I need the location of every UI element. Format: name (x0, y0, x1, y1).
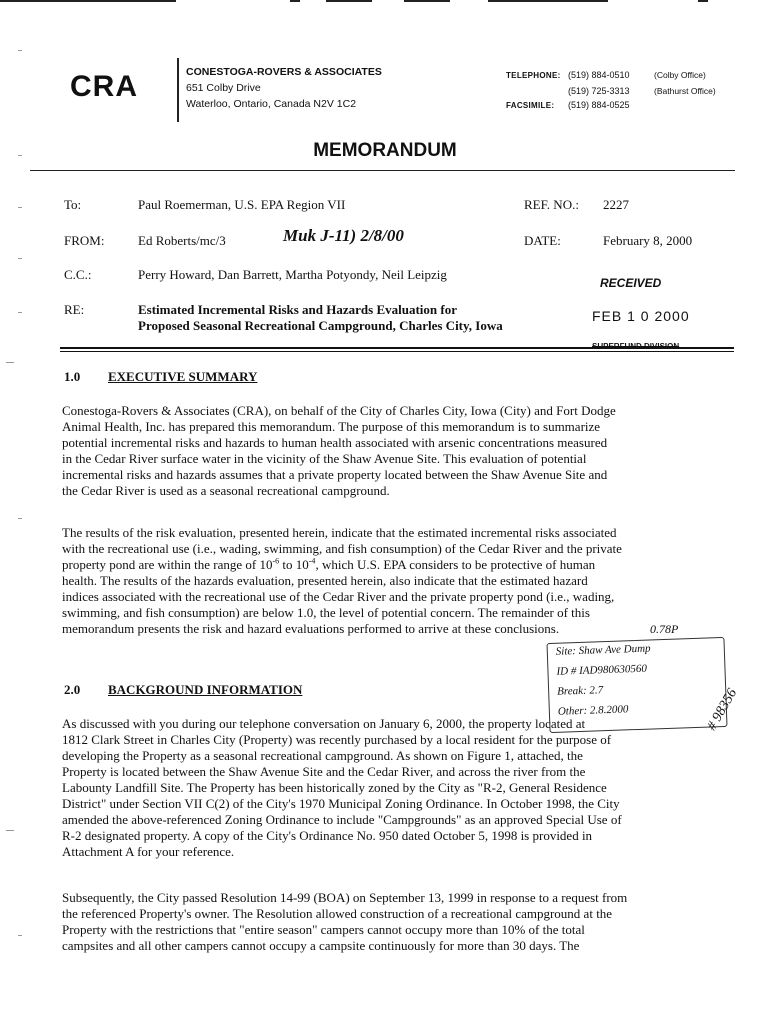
text-line: memorandum presents the risk and hazard evaluations performed to arrive at these conclusions. (62, 621, 560, 636)
scan-artifact-line (326, 0, 372, 2)
scan-artifact-line (0, 0, 176, 2)
company-logo: CRA (70, 70, 138, 103)
stamp-line: ID # IAD980630560 (556, 662, 648, 678)
section-2-paragraph-1 (62, 716, 722, 860)
section-rule-thin (60, 351, 734, 352)
scan-artifact-line (290, 0, 300, 2)
text-line: District" under Section VII C(2) of the City's 1970 Municipal Zoning Ordinance. In October 1998, the City (62, 796, 620, 811)
section-1-paragraph-1 (62, 403, 722, 499)
section-2-heading: BACKGROUND INFORMATION (108, 682, 303, 697)
text-line: indices associated with the recreational use of the Cedar River and the private property pond (i.e., wading, (62, 589, 615, 604)
text-line: Attachment A for your reference. (62, 844, 235, 859)
scan-artifact-line (488, 0, 608, 2)
section-1-paragraph-2 (62, 525, 722, 637)
text-line: the Cedar River is used as a seasonal recreational campground. (62, 483, 390, 498)
contact-block (506, 68, 716, 114)
letterhead-divider (177, 58, 179, 122)
text-line: R-2 designated property. A copy of the City's Ordinance No. 950 dated October 5, 1998 is provided in (62, 828, 593, 843)
text-line: swimming, and fish consumption) are below 1.0, the level of potential concern. The remainder of this (62, 605, 590, 620)
text-line-with-exponents: property pond are within the range of $10^{-6}$ to $10^{-4}$, which U.S. EPA considers to be protective of human (62, 556, 596, 572)
text-line: Conestoga-Rovers & Associates (CRA), on behalf of the City of Charles City, Iowa (City) and Fort Dodge (62, 403, 616, 418)
company-name: CONESTOGA-ROVERS & ASSOCIATES (186, 66, 382, 78)
exponent: -6 (272, 556, 280, 566)
margin-mark (18, 258, 22, 259)
cc-label: C.C.: (64, 267, 92, 282)
margin-mark (18, 518, 22, 519)
received-stamp: RECEIVED (600, 276, 662, 290)
re-subject-line-1: Estimated Incremental Risks and Hazards Evaluation for (138, 302, 457, 317)
section-1-number: 1.0 (64, 369, 81, 384)
margin-mark (6, 830, 14, 831)
text-line: Property is located between the Shaw Avenue Site and the Cedar River, and across the river from the (62, 764, 586, 779)
margin-mark (18, 207, 22, 208)
phone-1-note: (Colby Office) (654, 70, 706, 80)
stamp-line: Other: 2.8.2000 (557, 703, 629, 718)
memo-title: MEMORANDUM (313, 140, 457, 161)
text-line: the referenced Property's owner. The Resolution allowed construction of a recreational campground at the (62, 906, 613, 921)
to-label: To: (64, 197, 82, 212)
text-line: health. The results of the hazards evaluation, presented herein, also indicate that the estimated hazard (62, 573, 588, 588)
margin-mark (6, 362, 14, 363)
margin-mark (18, 935, 22, 936)
ref-value: 2227 (603, 197, 629, 212)
ref-label: REF. NO.: (524, 197, 579, 212)
text-line: Labounty Landfill Site. The Property has been historically zoned by the City as "R-2, General Residence (62, 780, 607, 795)
date-value: February 8, 2000 (603, 233, 693, 248)
stamp-line: Break: 2.7 (556, 684, 604, 698)
from-value: Ed Roberts/mc/3 (138, 233, 226, 248)
scan-artifact-line (404, 0, 450, 2)
phone-2: (519) 725-3313 (568, 85, 630, 96)
text-line: Property with the restrictions that "entire season" campers cannot occupy more than 10% of the total (62, 922, 585, 937)
date-label: DATE: (524, 233, 561, 248)
re-subject-line-2: Proposed Seasonal Recreational Campground, Charles City, Iowa (138, 318, 503, 333)
text-line: amended the above-referenced Zoning Ordinance to include "Campgrounds" as an approved Special Use of (62, 812, 622, 827)
to-value: Paul Roemerman, U.S. EPA Region VII (138, 197, 346, 212)
address-line-1: 651 Colby Drive (186, 82, 261, 94)
text-line: Animal Health, Inc. has prepared this memorandum. The purpose of this memorandum is to summarize (62, 419, 601, 434)
handwritten-initials: Muk J-11) 2/8/00 (283, 226, 404, 245)
text-line: As discussed with you during our telephone conversation on January 6, 2000, the property located at (62, 716, 586, 731)
company-address-block (186, 64, 382, 112)
re-label: RE: (64, 302, 85, 317)
section-2-number: 2.0 (64, 682, 81, 697)
margin-mark (18, 312, 22, 313)
text-line: with the recreational use (i.e., wading, swimming, and fish consumption) of the Cedar River and the private (62, 541, 622, 556)
text-line: 1812 Clark Street in Charles City (Property) was recently purchased by a local resident for the purpose of (62, 732, 612, 747)
fax-number: (519) 884-0525 (568, 100, 630, 110)
handwritten-margin-note: 0.78P (650, 622, 679, 636)
text-line: incremental risks and hazards assumes that a private property located between the Shaw Avenue Site and (62, 467, 608, 482)
address-line-2: Waterloo, Ontario, Canada N2V 1C2 (186, 98, 357, 110)
text-line: campsites and all other campers cannot occupy a campsite continuously for more than 30 days. The (62, 938, 580, 953)
scan-artifact-line (698, 0, 708, 2)
cc-value: Perry Howard, Dan Barrett, Martha Potyondy, Neil Leipzig (138, 267, 447, 282)
section-rule-thick (60, 347, 734, 349)
text-line: Subsequently, the City passed Resolution 14-99 (BOA) on September 13, 1999 in response to a request from (62, 890, 628, 905)
margin-mark (18, 50, 22, 51)
text-line: The results of the risk evaluation, presented herein, indicate that the estimated incremental risks associated (62, 525, 617, 540)
facsimile-label: FACSIMILE: (506, 101, 555, 110)
telephone-label: TELEPHONE: (506, 71, 561, 80)
handwritten-side-number: # 98356 (704, 686, 741, 734)
stamp-line: Site: Shaw Ave Dump (555, 642, 651, 658)
section-1-heading: EXECUTIVE SUMMARY (108, 369, 258, 384)
re-subject (138, 302, 503, 334)
from-label: FROM: (64, 233, 105, 248)
text-line: developing the Property as a seasonal recreational campground. As shown on Figure 1, attached, the (62, 748, 583, 763)
phone-2-note: (Bathurst Office) (654, 85, 716, 96)
text-line: potential incremental risks and hazards to human health associated with arsenic concentrations measured (62, 435, 608, 450)
section-2-paragraph-2 (62, 890, 722, 954)
phone-1: (519) 884-0510 (568, 70, 630, 80)
received-date-stamp: FEB 1 0 2000 (592, 308, 690, 324)
exponent: -4 (308, 556, 316, 566)
text-line: in the Cedar River surface water in the vicinity of the Shaw Avenue Site. This evaluation of potential (62, 451, 587, 466)
header-rule (30, 170, 735, 171)
